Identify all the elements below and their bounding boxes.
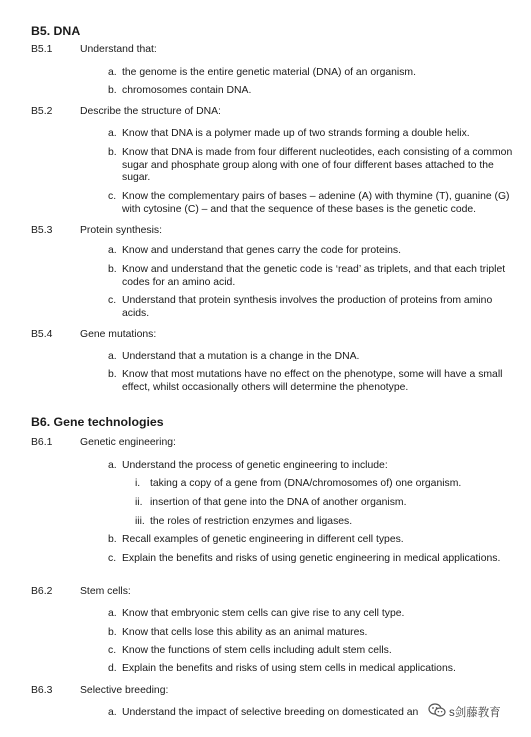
item-text: Understand the impact of selective breeding on domesticated an [122,707,419,718]
item-text: Understand that protein synthesis involves the production of proteins from amino acids. [122,295,493,319]
list-item [108,351,520,364]
sub-item-label: ii. [135,497,143,508]
item-text: Recall examples of genetic engineering in different cell types. [122,534,404,545]
item-label: b. [108,85,117,96]
item-label: a. [108,128,117,139]
list-item [108,663,520,676]
item-label: b. [108,369,117,380]
item-text: Know and understand that genes carry the code for proteins. [122,245,401,256]
item-label: a. [108,460,117,471]
item-text: Know that most mutations have no effect on the phenotype, some will have a small effect, whilst occasionally others will determine the phenotype. [122,369,503,393]
item-label: b. [108,534,117,545]
item-text: Understand that a mutation is a change in the DNA. [122,351,360,362]
item-label: d. [108,663,117,674]
list-item [108,645,520,658]
list-item [108,245,520,258]
outcome-stem: Protein synthesis: [80,225,163,236]
item-label: c. [108,645,117,656]
list-item [108,191,520,216]
outcome-code: B5.2 [31,106,53,117]
list-item [108,534,520,547]
outcome-stem: Selective breeding: [80,685,169,696]
item-text: Know that cells lose this ability as an animal matures. [122,627,368,638]
section-title: B5. DNA [31,24,81,38]
list-item [108,85,520,98]
outcome-stem: Describe the structure of DNA: [80,106,221,117]
list-item [108,627,520,640]
item-label: a. [108,351,117,362]
item-text: chromosomes contain DNA. [122,85,252,96]
item-text: Explain the benefits and risks of using stem cells in medical applications. [122,663,456,674]
item-text: Know the complementary pairs of bases – adenine (A) with thymine (T), guanine (G) with cytosine (C) – and that the sequence of these bases is the genetic code. [122,191,510,215]
outcome-stem: Understand that: [80,44,157,55]
outcome-stem: Genetic engineering: [80,437,176,448]
sub-item-text: taking a copy of a gene from (DNA/chromosomes of) one organism. [150,478,462,489]
wechat-icon [428,703,446,723]
sub-list-item [135,516,505,529]
section-title: B6. Gene technologies [31,415,164,429]
item-label: b. [108,147,117,158]
list-item [108,67,520,80]
item-text: Know that embryonic stem cells can give rise to any cell type. [122,608,405,619]
list-item [108,295,520,320]
list-item [108,147,520,185]
outcome-code: B6.2 [31,586,53,597]
watermark [424,704,505,722]
outcome-code: B5.4 [31,329,53,340]
item-text: Know that DNA is made from four different nucleotides, each consisting of a common sugar and phosphate group along with one of four different bases attached to the sugar. [122,147,513,184]
item-label: c. [108,295,117,306]
list-item [108,460,520,473]
item-label: c. [108,553,117,564]
item-text: Know that DNA is a polymer made up of two strands forming a double helix. [122,128,470,139]
sub-item-label: i. [135,478,141,489]
item-text: Know the functions of stem cells including adult stem cells. [122,645,392,656]
watermark-text: s剑藤教育 [449,706,501,719]
sub-list-item [135,497,505,510]
list-item [108,553,520,566]
outcome-code: B6.1 [31,437,53,448]
list-item [108,264,520,289]
sub-item-text: insertion of that gene into the DNA of another organism. [150,497,407,508]
outcome-code: B5.3 [31,225,53,236]
item-text: Understand the process of genetic engineering to include: [122,460,388,471]
list-item [108,608,520,621]
item-label: c. [108,191,117,202]
outcome-code: B6.3 [31,685,53,696]
item-text: Know and understand that the genetic code is ‘read’ as triplets, and that each triplet codes for an amino acid. [122,264,506,288]
item-text: the genome is the entire genetic material (DNA) of an organism. [122,67,416,78]
outcome-code: B5.1 [31,44,53,55]
item-label: b. [108,264,117,275]
sub-item-text: the roles of restriction enzymes and ligases. [150,516,353,527]
sub-list-item [135,478,505,491]
list-item [108,369,520,394]
sub-item-label: iii. [135,516,145,527]
item-label: a. [108,67,117,78]
item-text: Explain the benefits and risks of using genetic engineering in medical applications. [122,553,501,564]
outcome-stem: Gene mutations: [80,329,157,340]
list-item [108,128,520,141]
item-label: a. [108,608,117,619]
outcome-stem: Stem cells: [80,586,131,597]
item-label: a. [108,707,117,718]
item-label: b. [108,627,117,638]
item-label: a. [108,245,117,256]
